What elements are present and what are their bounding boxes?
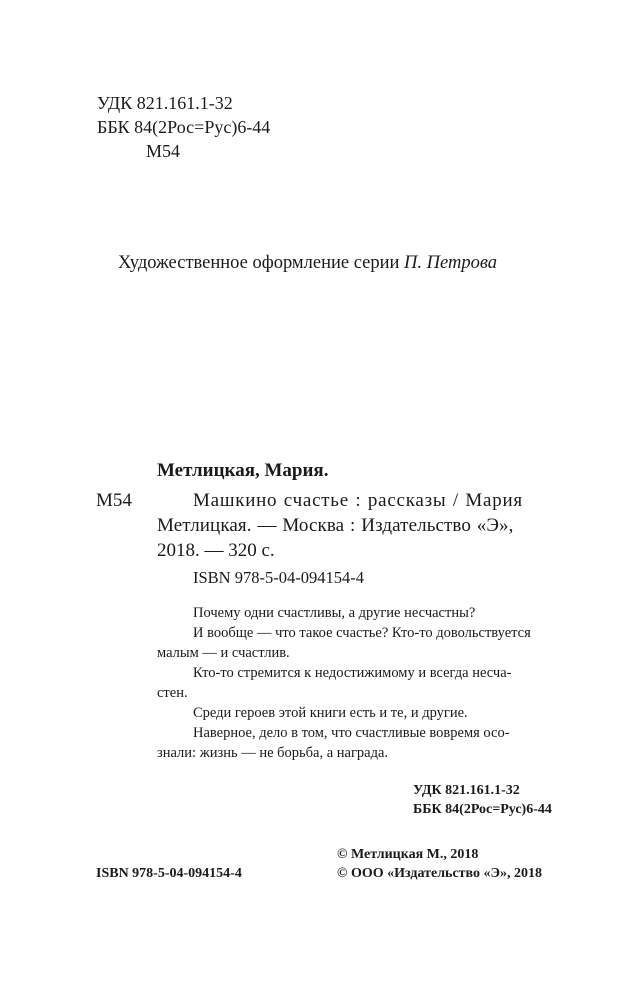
credit-artist: П. Петрова [404,253,497,273]
annotation-line: Кто-то стремится к недостижимому и всегда несча- [193,665,512,681]
udk-code-repeat: УДК 821.161.1-32 [413,783,520,798]
bib-line-1: Машкино счастье : рассказы / Мария [193,490,523,511]
annotation-line: Среди героев этой книги есть и те, и другие. [193,705,468,721]
credit-text: Художественное оформление серии [118,253,405,273]
annotation-line: Почему одни счастливы, а другие несчастны? [193,605,476,621]
footer-isbn: ISBN 978-5-04-094154-4 [96,866,242,881]
udk-code: УДК 821.161.1-32 [97,93,233,113]
annotation-line: знали: жизнь — не борьба, а награда. [157,745,389,761]
bib-line-3: 2018. — 320 с. [157,540,275,561]
bib-isbn: ISBN 978-5-04-094154-4 [193,568,364,587]
series-design-credit [118,251,497,275]
bib-author-mark: М54 [96,490,132,511]
annotation-line: малым — и счастлив. [157,645,290,661]
copyright-publisher: © ООО «Издательство «Э», 2018 [337,866,543,881]
bbk-code: ББК 84(2Рос=Рус)6-44 [97,117,271,137]
annotation-line: стен. [157,685,188,701]
author-mark: М54 [146,141,181,161]
bib-line-2: Метлицкая. — Москва : Издательство «Э», [157,515,514,536]
author-heading: Метлицкая, Мария. [157,460,329,481]
bbk-code-repeat: ББК 84(2Рос=Рус)6-44 [413,802,552,817]
annotation-line: Наверное, дело в том, что счастливые вовремя осо- [193,725,510,741]
copyright-author: © Метлицкая М., 2018 [337,847,479,862]
annotation-line: И вообще — что такое счастье? Кто-то довольствуется [193,625,531,641]
